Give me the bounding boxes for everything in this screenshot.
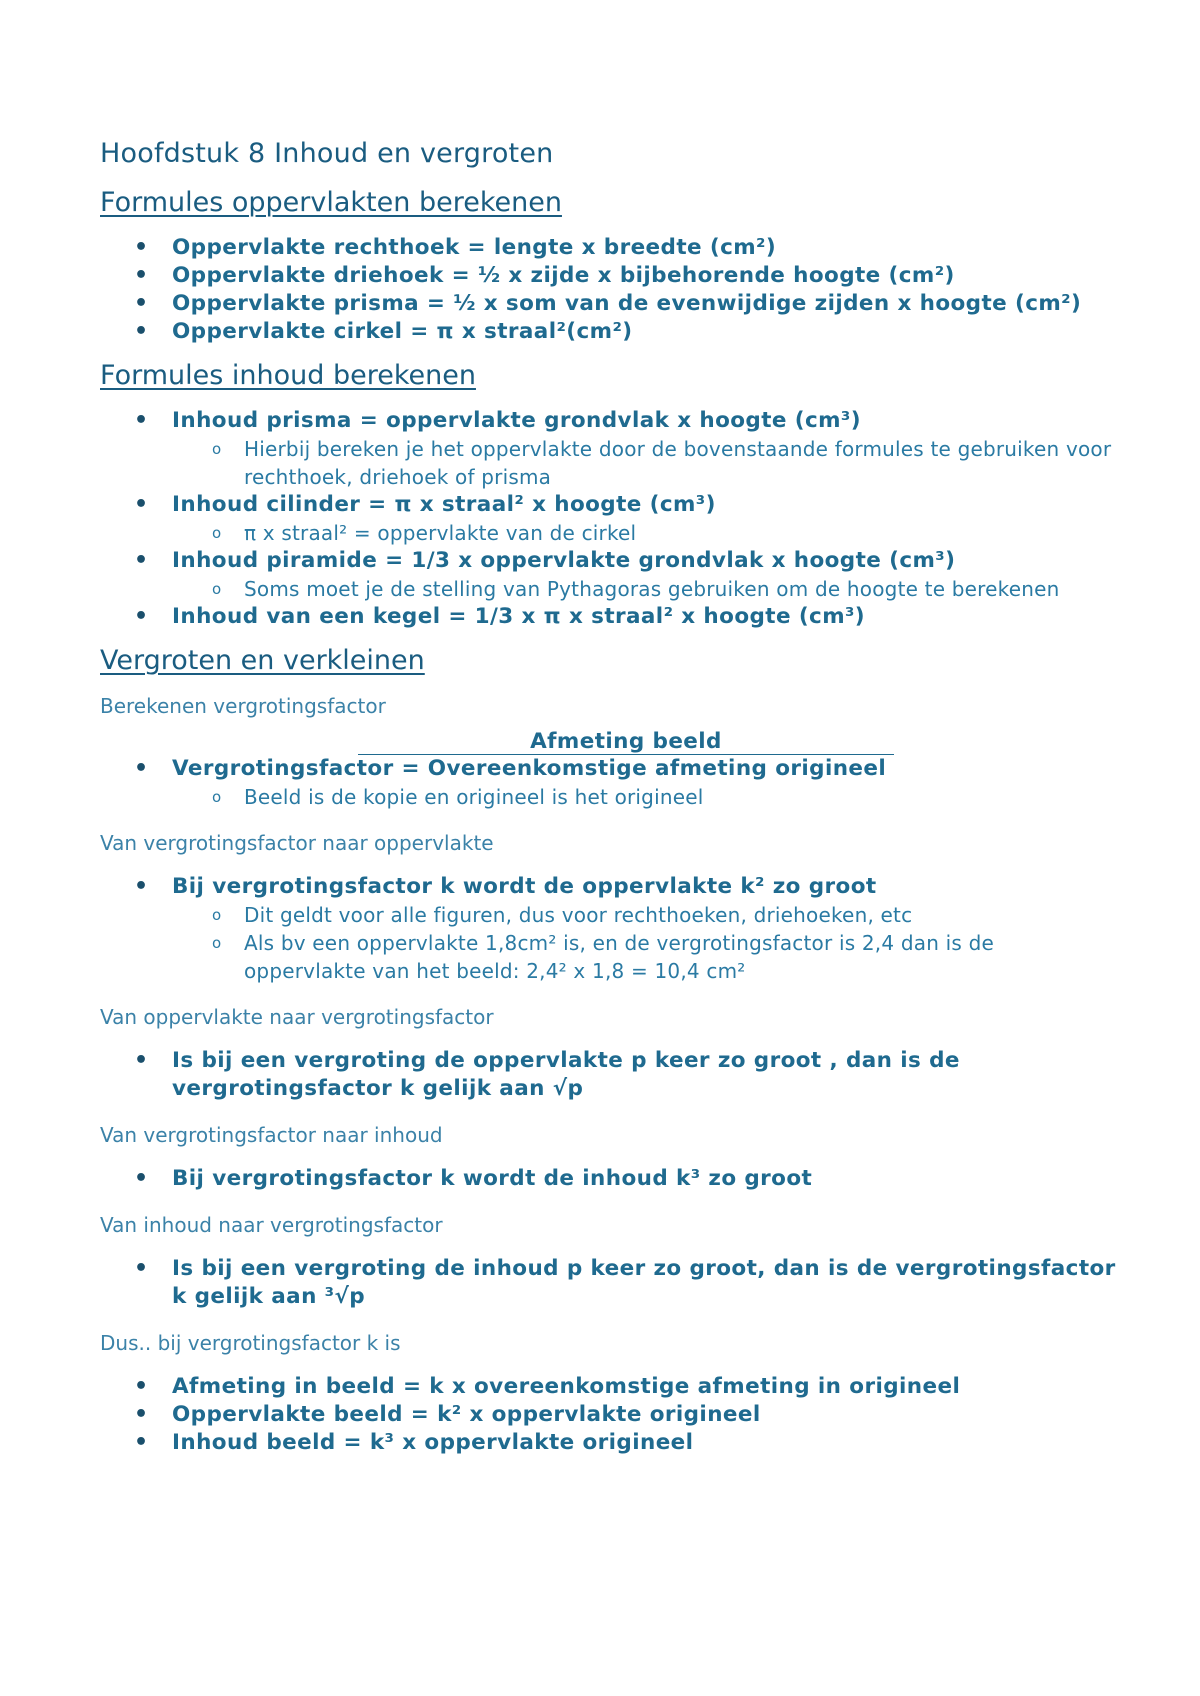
list-item: • Oppervlakte prisma = ½ x som van de evenwijdige zijden x hoogte (cm²) — [172, 290, 1120, 318]
list-opp-rev — [100, 1047, 1120, 1103]
item-text: Inhoud piramide = 1/3 x oppervlakte grondvlak x hoogte (cm³) — [172, 548, 956, 573]
list-inh — [100, 1165, 1120, 1193]
list-item-inh: • Bij vergrotingsfactor k wordt de inhoud k³ zo groot — [172, 1165, 1120, 1193]
sub-list — [172, 901, 1120, 985]
page-title: Hoofdstuk 8 Inhoud en vergroten — [100, 138, 554, 169]
list-item: • Inhoud beeld = k³ x oppervlakte origineel — [172, 1429, 1120, 1457]
item-text: Vergrotingsfactor = Overeenkomstige afmeting origineel — [172, 756, 887, 781]
label-dus: Dus.. bij vergrotingsfactor k is — [100, 1331, 401, 1355]
sub-list — [172, 575, 1120, 603]
list-item-cilinder — [172, 491, 1120, 547]
list-inhoud — [100, 407, 1120, 631]
document-content — [100, 138, 1120, 1471]
list-item: • Afmeting in beeld = k x overeenkomstige afmeting in origineel — [172, 1373, 1120, 1401]
heading-inhoud: Formules inhoud berekenen — [100, 360, 476, 391]
item-text: Inhoud prisma = oppervlakte grondvlak x hoogte (cm³) — [172, 408, 861, 433]
sub-list-item: o Beeld is de kopie en origineel is het origineel — [244, 783, 1120, 811]
list-item: • Oppervlakte driehoek = ½ x zijde x bijbehorende hoogte (cm²) — [172, 262, 1120, 290]
list-item: • Oppervlakte cirkel = π x straal²(cm²) — [172, 318, 1120, 346]
list-item-kegel: • Inhoud van een kegel = 1/3 x π x straal² x hoogte (cm³) — [172, 603, 1120, 631]
list-factor — [100, 755, 1120, 811]
fraction-numerator: Afmeting beeld — [358, 730, 894, 755]
heading-oppervlakten: Formules oppervlakten berekenen — [100, 187, 562, 218]
sub-list-item: o Soms moet je de stelling van Pythagoras gebruiken om de hoogte te berekenen — [244, 575, 1120, 603]
list-item-opp-rev: • Is bij een vergroting de oppervlakte p keer zo groot , dan is de vergrotingsfactor k gelijk aan √p — [172, 1047, 1120, 1103]
sub-list-item: o Dit geldt voor alle figuren, dus voor rechthoeken, driehoeken, etc — [244, 901, 1120, 929]
list-inh-rev — [100, 1255, 1120, 1311]
label-opp: Van vergrotingsfactor naar oppervlakte — [100, 831, 494, 855]
sub-list-item: o Als bv een oppervlakte 1,8cm² is, en de vergrotingsfactor is 2,4 dan is de oppervlakte van het beeld: 2,4² x 1,8 = 10,4 cm² — [244, 929, 1120, 985]
sub-list — [172, 435, 1120, 491]
sub-list — [172, 783, 1120, 811]
sub-list — [172, 519, 1120, 547]
list-item: • Oppervlakte rechthoek = lengte x breedte (cm²) — [172, 234, 1120, 262]
list-item-factor — [172, 755, 1120, 811]
list-item-piramide — [172, 547, 1120, 603]
label-opp-rev: Van oppervlakte naar vergrotingsfactor — [100, 1005, 494, 1029]
list-item-prisma — [172, 407, 1120, 491]
heading-vergroten: Vergroten en verkleinen — [100, 645, 425, 676]
label-inh: Van vergrotingsfactor naar inhoud — [100, 1123, 443, 1147]
sub-list-item: o π x straal² = oppervlakte van de cirkel — [244, 519, 1120, 547]
list-opp — [100, 873, 1120, 985]
item-text: Bij vergrotingsfactor k wordt de oppervlakte k² zo groot — [172, 874, 877, 899]
label-inh-rev: Van inhoud naar vergrotingsfactor — [100, 1213, 443, 1237]
item-text: Inhoud cilinder = π x straal² x hoogte (cm³) — [172, 492, 716, 517]
list-oppervlakten — [100, 234, 1120, 346]
list-item: • Oppervlakte beeld = k² x oppervlakte origineel — [172, 1401, 1120, 1429]
sub-list-item: o Hierbij bereken je het oppervlakte door de bovenstaande formules te gebruiken voor rechthoek, driehoek of prisma — [244, 435, 1120, 491]
list-item-inh-rev: • Is bij een vergroting de inhoud p keer zo groot, dan is de vergrotingsfactor k gelijk aan ³√p — [172, 1255, 1120, 1311]
list-item-opp — [172, 873, 1120, 985]
label-factor: Berekenen vergrotingsfactor — [100, 694, 386, 718]
list-dus — [100, 1373, 1120, 1457]
